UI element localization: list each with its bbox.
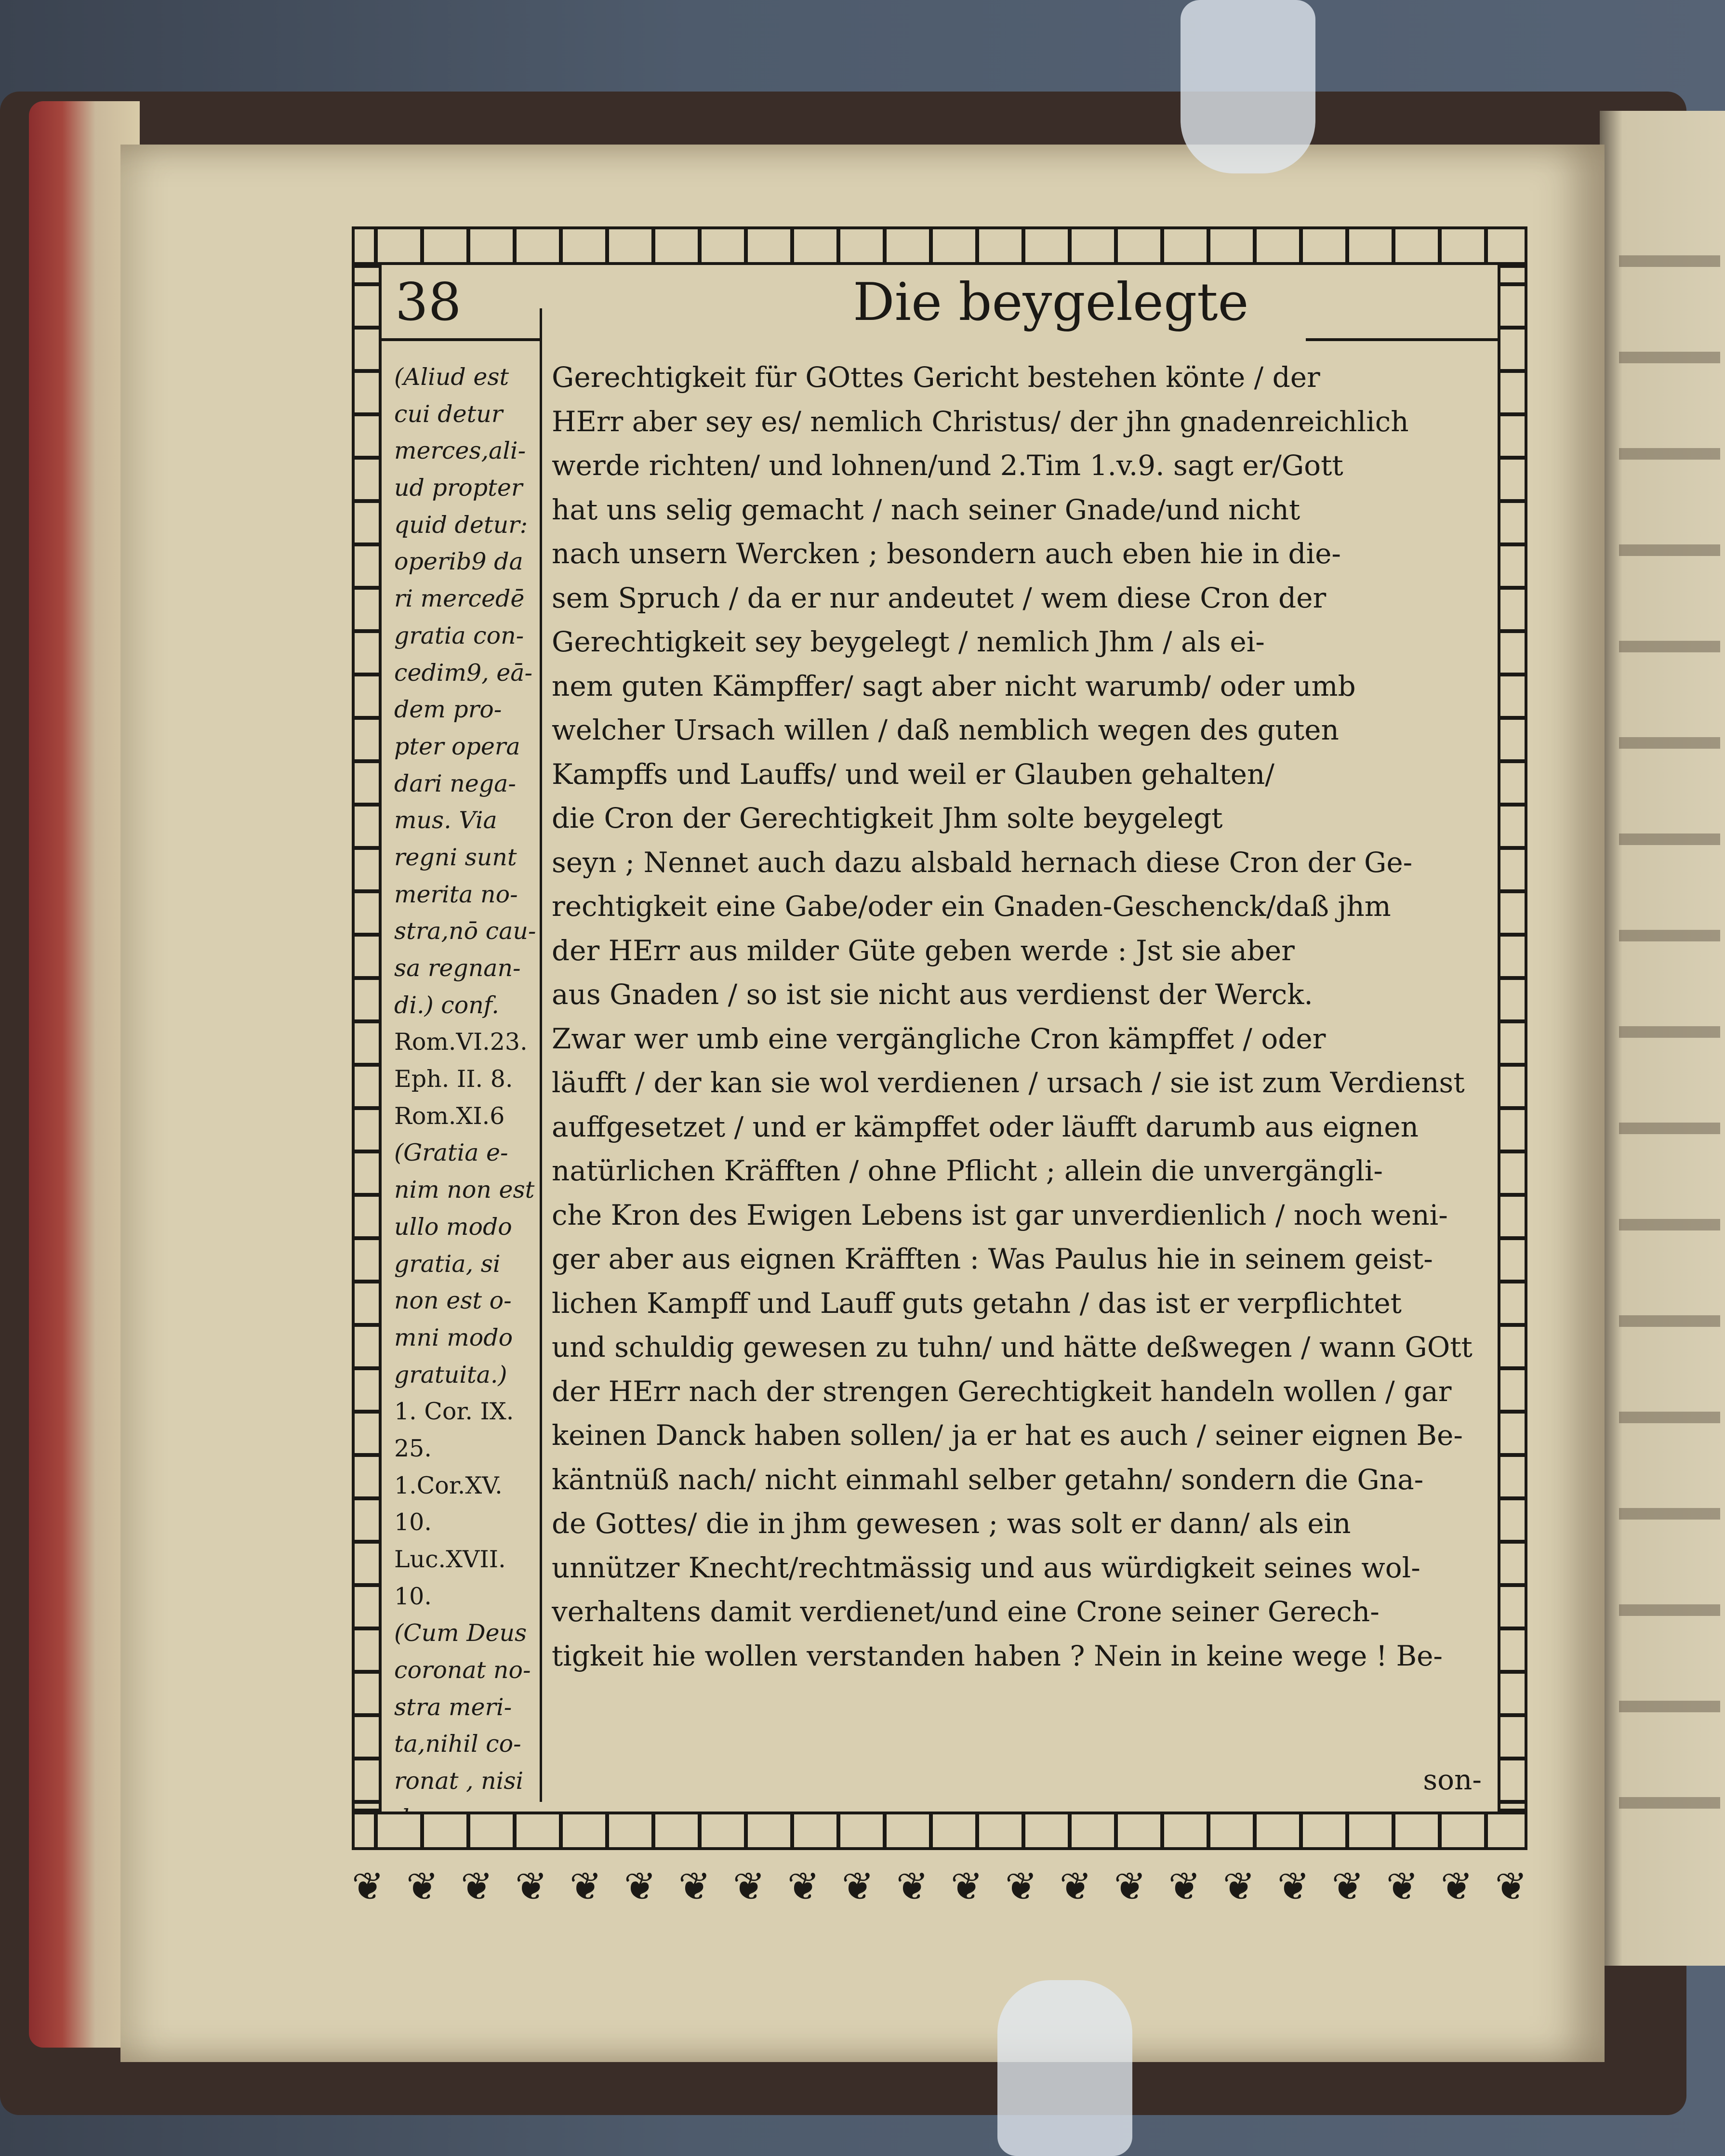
margin-note-line: (Gratia e- xyxy=(394,1139,508,1167)
page-clip-bottom xyxy=(997,1980,1132,2156)
column-rule xyxy=(540,308,542,1802)
book-page xyxy=(120,145,1605,2062)
margin-note-line: stra,nō cau- xyxy=(394,917,536,945)
margin-note-line: ri mercedē xyxy=(394,585,525,613)
facing-page-text-line xyxy=(1619,1604,1720,1616)
fleuron-row xyxy=(352,1865,1527,1908)
body-line: welcher Ursach willen / daß nemblich wegen des guten xyxy=(552,714,1339,746)
margin-note-line: 1.Cor.XV. xyxy=(394,1471,503,1499)
catchword: son- xyxy=(1423,1763,1482,1796)
margin-note-line: ta,nihil co- xyxy=(394,1730,521,1758)
facing-page-text-line xyxy=(1619,1412,1720,1423)
margin-note-line: 1. Cor. IX. xyxy=(394,1398,514,1426)
head-rule-right xyxy=(1306,338,1498,341)
margin-note-line: (Cum Deus xyxy=(394,1619,527,1647)
facing-page-text-line xyxy=(1619,641,1720,652)
fleuron-ornament: ❦ xyxy=(1114,1864,1146,1909)
margin-note-line: (Aliud est xyxy=(394,363,509,391)
margin-note-line: mni modo xyxy=(394,1323,513,1351)
facing-page-text-line xyxy=(1619,1026,1720,1038)
margin-note-line: coronat no- xyxy=(394,1656,531,1684)
fleuron-ornament: ❦ xyxy=(1440,1864,1473,1909)
fleuron-ornament: ❦ xyxy=(352,1864,385,1909)
margin-note-line: regni sunt xyxy=(394,843,517,871)
fleuron-ornament: ❦ xyxy=(1386,1864,1419,1909)
page-clip-top xyxy=(1181,0,1315,173)
body-line: und schuldig gewesen zu tuhn/ und hätte deßwegen / wann GOtt xyxy=(552,1331,1473,1363)
body-text xyxy=(552,356,1496,1678)
facing-page-text-line xyxy=(1619,737,1720,749)
fleuron-ornament: ❦ xyxy=(1495,1864,1527,1909)
body-line: Zwar wer umb eine vergängliche Cron kämpffet / oder xyxy=(552,1022,1326,1055)
facing-page-text-line xyxy=(1619,1797,1720,1809)
left-chain-border xyxy=(352,265,382,1812)
body-line: werde richten/ und lohnen/und 2.Tim 1.v.9. sagt er/Gott xyxy=(552,449,1343,482)
top-ornament-band xyxy=(352,226,1527,265)
margin-note-line: gratia con- xyxy=(394,622,524,649)
fleuron-ornament: ❦ xyxy=(896,1864,929,1909)
margin-note-line: quid detur: xyxy=(394,511,528,539)
margin-note-line: ud propter xyxy=(394,474,523,502)
fleuron-ornament: ❦ xyxy=(1005,1864,1037,1909)
body-line: hat uns selig gemacht / nach seiner Gnade/und nicht xyxy=(552,493,1300,526)
body-line: der HErr aus milder Güte geben werde : Jst sie aber xyxy=(552,934,1295,967)
fleuron-ornament: ❦ xyxy=(841,1864,874,1909)
fleuron-ornament: ❦ xyxy=(732,1864,765,1909)
facing-page-text-line xyxy=(1619,833,1720,845)
page-number: 38 xyxy=(395,272,462,332)
body-line: unnützer Knecht/rechtmässig und aus würdigkeit seines wol- xyxy=(552,1551,1420,1584)
facing-page-text-line xyxy=(1619,352,1720,363)
margin-note-line: cui detur xyxy=(394,400,503,428)
facing-page-text-line xyxy=(1619,1315,1720,1327)
fleuron-ornament: ❦ xyxy=(1059,1864,1092,1909)
body-line: de Gottes/ die in jhm gewesen ; was solt er dann/ als ein xyxy=(552,1507,1351,1540)
printed-frame xyxy=(352,226,1527,1913)
margin-note-line: gratia, si xyxy=(394,1250,501,1278)
right-chain-border xyxy=(1498,265,1527,1812)
facing-page-text-line xyxy=(1619,1701,1720,1712)
facing-page-text-line xyxy=(1619,1219,1720,1230)
body-line: che Kron des Ewigen Lebens ist gar unverdienlich / noch weni- xyxy=(552,1198,1448,1231)
body-line: seyn ; Nennet auch dazu alsbald hernach diese Cron der Ge- xyxy=(552,846,1413,879)
fleuron-ornament: ❦ xyxy=(569,1864,602,1909)
margin-note-line: di.) conf. xyxy=(394,991,499,1019)
margin-note-line: operib9 da xyxy=(394,548,523,576)
margin-note-line: ullo modo xyxy=(394,1213,512,1241)
margin-note-line: stra meri- xyxy=(394,1693,512,1721)
body-line: natürlichen Kräfften / ohne Pflicht ; allein die unvergängli- xyxy=(552,1154,1383,1187)
body-line: nach unsern Wercken ; besondern auch eben hie in die- xyxy=(552,537,1341,570)
fleuron-ornament: ❦ xyxy=(678,1864,711,1909)
fleuron-ornament: ❦ xyxy=(515,1864,547,1909)
body-line: rechtigkeit eine Gabe/oder ein Gnaden-Geschenck/daß jhm xyxy=(552,890,1391,923)
facing-page-text-line xyxy=(1619,544,1720,556)
margin-note-line: dem pro- xyxy=(394,696,502,724)
body-line: lichen Kampff und Lauff guts getahn / das ist er verpflichtet xyxy=(552,1286,1402,1320)
margin-note-line: non est o- xyxy=(394,1287,512,1315)
fleuron-ornament: ❦ xyxy=(460,1864,493,1909)
margin-note-line: ronat , nisi xyxy=(394,1767,524,1795)
margin-note-line: 25. xyxy=(394,1434,432,1462)
body-line: sem Spruch / da er nur andeutet / wem diese Cron der xyxy=(552,581,1327,614)
margin-note-line: nim non est xyxy=(394,1176,535,1204)
fleuron-ornament: ❦ xyxy=(1277,1864,1310,1909)
fleuron-ornament: ❦ xyxy=(624,1864,656,1909)
margin-note-line: sa regnan- xyxy=(394,954,521,982)
body-line: keinen Danck haben sollen/ ja er hat es auch / seiner eignen Be- xyxy=(552,1419,1463,1452)
fleuron-ornament: ❦ xyxy=(1331,1864,1364,1909)
margin-note-line: dari nega- xyxy=(394,769,516,797)
margin-note-line: pter opera xyxy=(394,732,520,760)
body-line: auffgesetzet / und er kämpffet oder läufft darumb aus eignen xyxy=(552,1110,1419,1143)
body-line: verhaltens damit verdienet/und eine Crone seiner Gerech- xyxy=(552,1595,1380,1628)
body-line: Kampffs und Lauffs/ und weil er Glauben gehalten/ xyxy=(552,757,1274,791)
body-line: HErr aber sey es/ nemlich Christus/ der jhn gnadenreichlich xyxy=(552,405,1409,438)
margin-note-line: Rom.XI.6 xyxy=(394,1102,505,1130)
body-line: läufft / der kan sie wol verdienen / ursach / sie ist zum Verdienst xyxy=(552,1066,1465,1099)
margin-note-line: Eph. II. 8. xyxy=(394,1065,513,1093)
margin-note-line: cedim9, eā- xyxy=(394,659,533,687)
head-rule-left xyxy=(382,338,540,341)
body-line: der HErr nach der strengen Gerechtigkeit handeln wollen / gar xyxy=(552,1375,1452,1408)
body-line: käntnüß nach/ nicht einmahl selber getahn/ sondern die Gna- xyxy=(552,1463,1424,1496)
facing-page-text-line xyxy=(1619,930,1720,941)
running-head: Die beygelegte xyxy=(853,272,1249,332)
marginal-notes xyxy=(394,359,539,1837)
body-line: die Cron der Gerechtigkeit Jhm solte beygelegt xyxy=(552,802,1223,834)
facing-page-text-line xyxy=(1619,1508,1720,1520)
body-line: nem guten Kämpffer/ sagt aber nicht warumb/ oder umb xyxy=(552,669,1356,702)
fleuron-ornament: ❦ xyxy=(950,1864,983,1909)
margin-note-line: gratuita.) xyxy=(394,1361,507,1389)
body-line: tigkeit hie wollen verstanden haben ? Nein in keine wege ! Be- xyxy=(552,1639,1443,1672)
fleuron-ornament: ❦ xyxy=(1222,1864,1255,1909)
bottom-ornament-band xyxy=(352,1812,1527,1850)
margin-note-line: 10. xyxy=(394,1508,432,1536)
fleuron-ornament: ❦ xyxy=(1168,1864,1201,1909)
margin-note-line: Rom.VI.23. xyxy=(394,1028,528,1056)
margin-note-line: merces,ali- xyxy=(394,437,526,465)
margin-note-line: Luc.XVII. xyxy=(394,1546,506,1573)
body-line: ger aber aus eignen Kräfften : Was Paulus hie in seinem geist- xyxy=(552,1243,1433,1275)
facing-page-text-line xyxy=(1619,1123,1720,1134)
facing-page-text-line xyxy=(1619,448,1720,460)
margin-note-line: merita no- xyxy=(394,880,518,908)
facing-page-text-line xyxy=(1619,255,1720,267)
margin-note-line: mus. Via xyxy=(394,807,497,834)
body-line: aus Gnaden / so ist sie nicht aus verdienst der Werck. xyxy=(552,978,1313,1011)
fleuron-ornament: ❦ xyxy=(787,1864,820,1909)
facing-page-edge xyxy=(1600,111,1725,1966)
margin-note-line: 10. xyxy=(394,1582,432,1610)
body-line: Gerechtigkeit sey beygelegt / nemlich Jhm / als ei- xyxy=(552,625,1265,658)
body-line: Gerechtigkeit für GOttes Gericht bestehen könte / der xyxy=(552,361,1320,394)
fleuron-ornament: ❦ xyxy=(406,1864,439,1909)
